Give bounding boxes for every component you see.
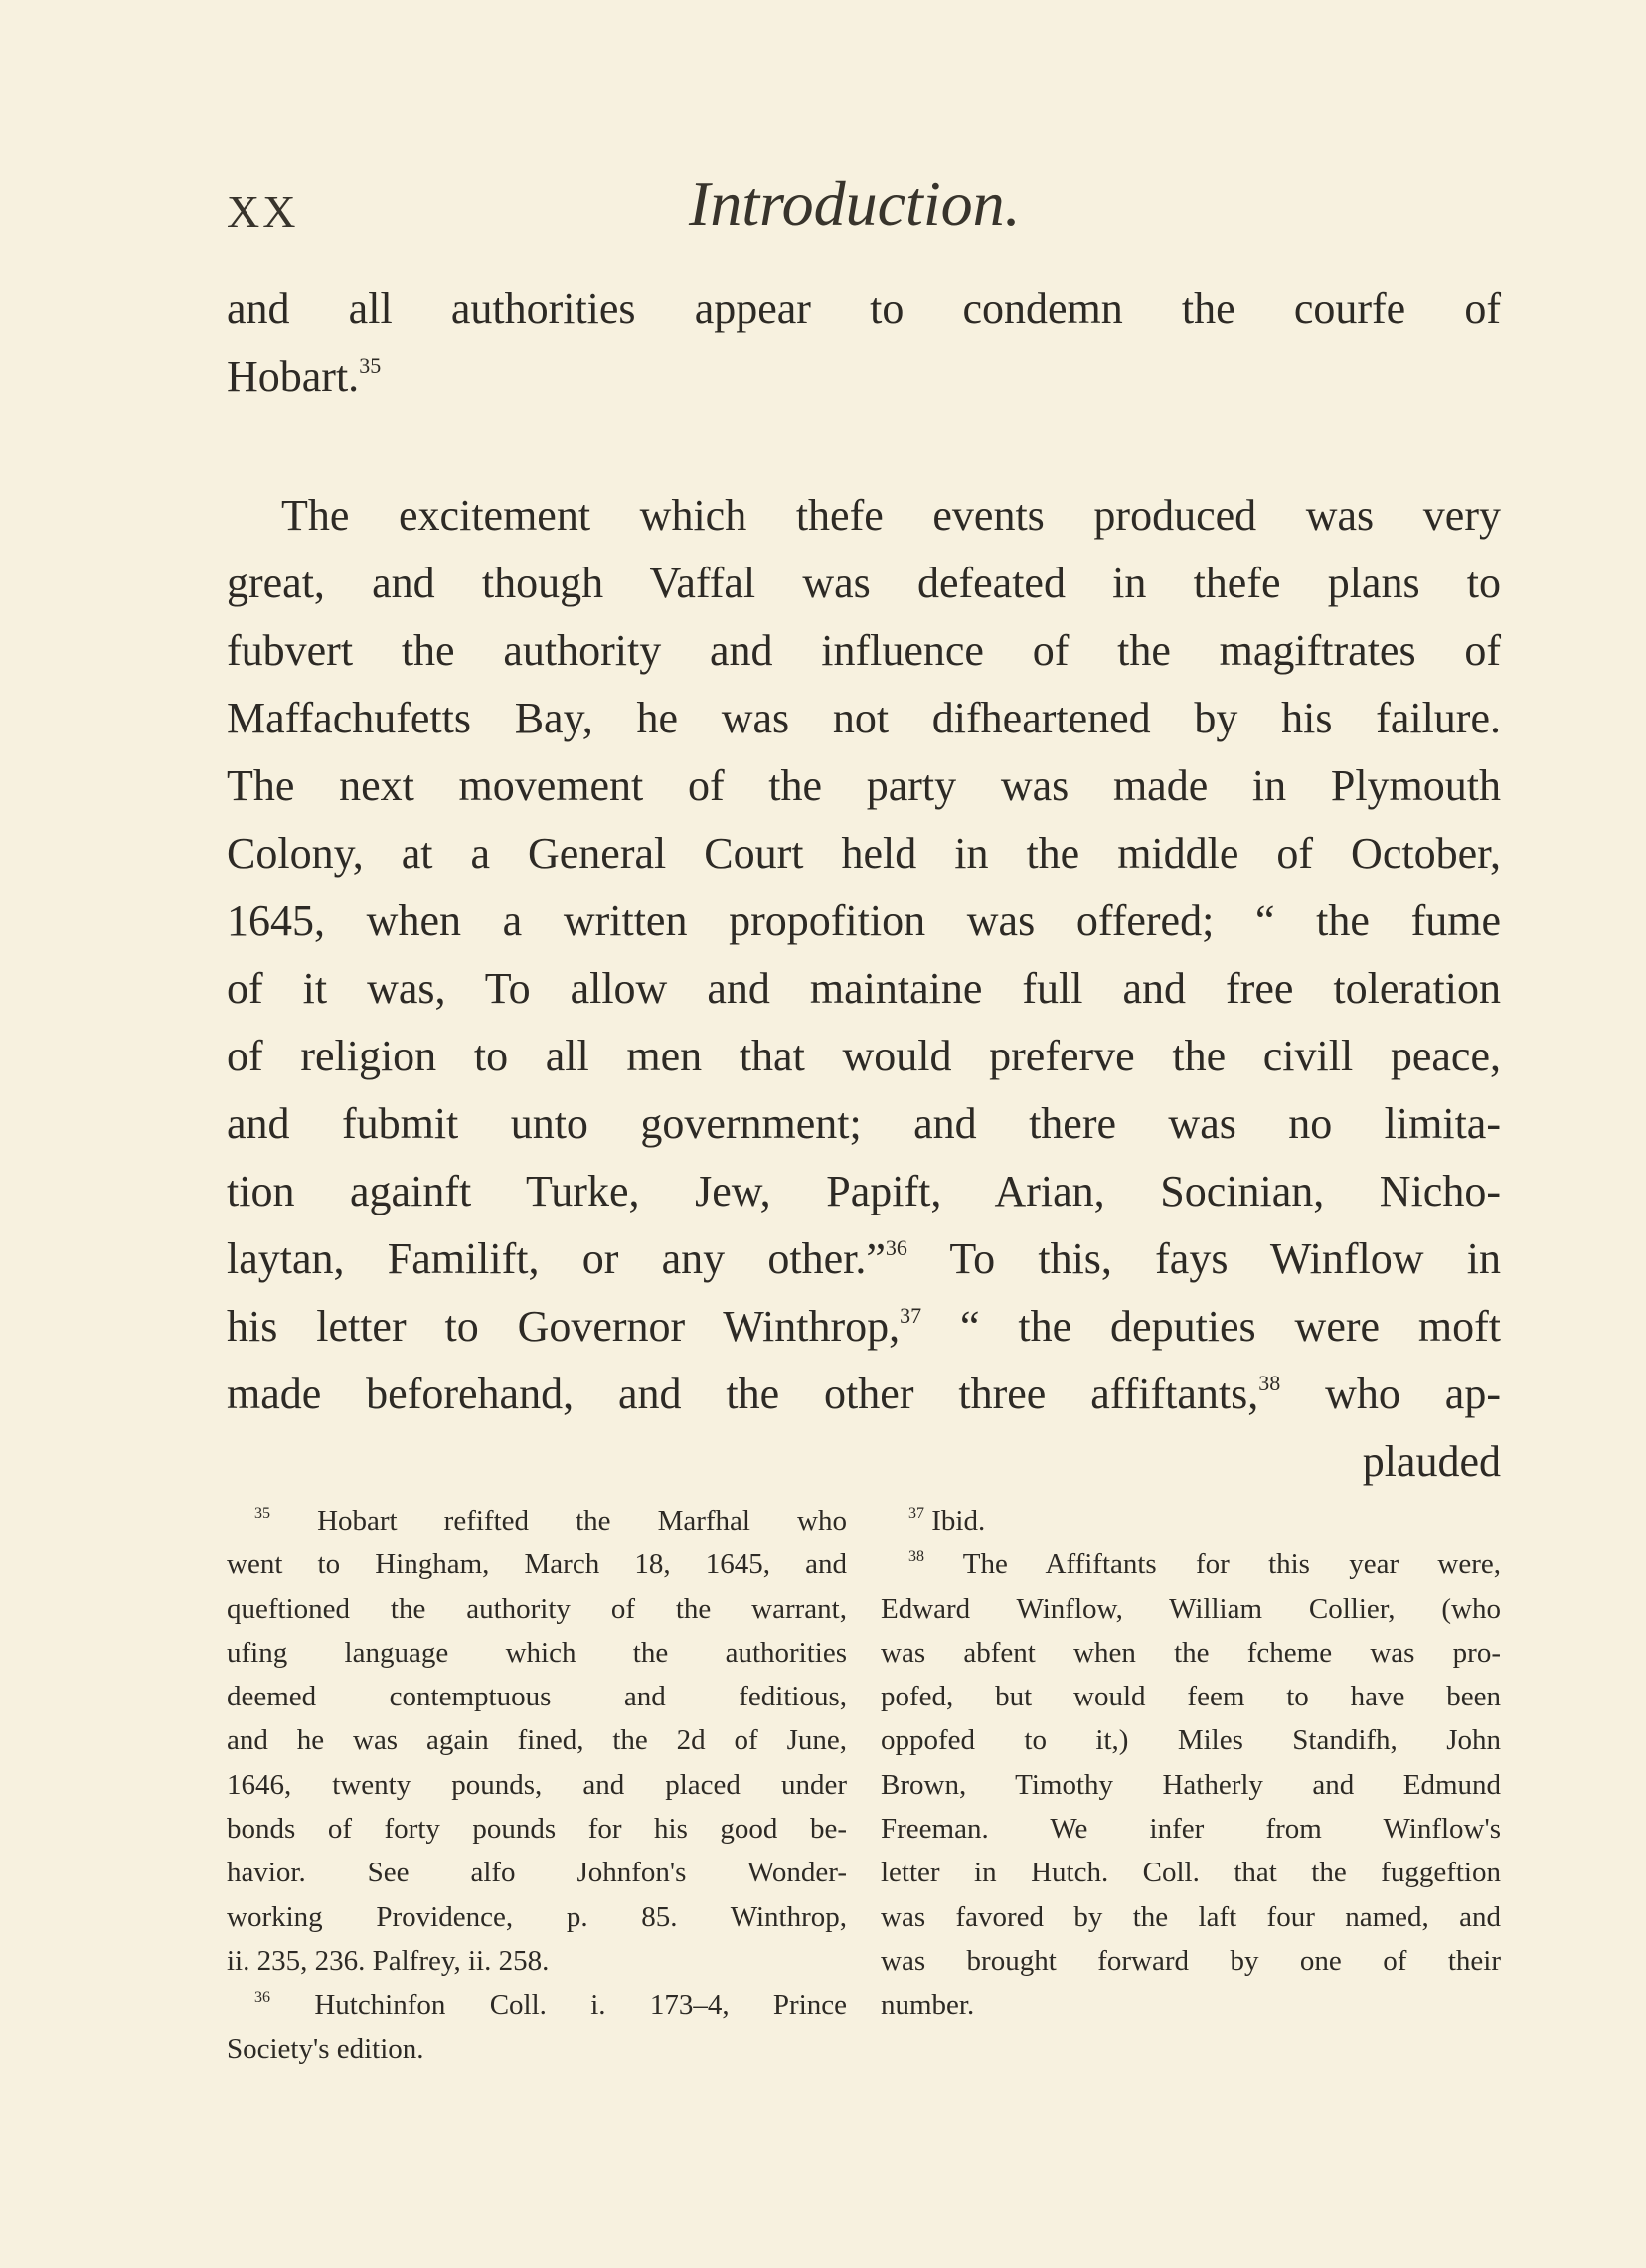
footnote-ref: 38 [1258,1371,1281,1395]
footnote-marker: 36 [254,1989,270,2007]
text-line: made beforehand, and the other three affiftants,$^{38}$ who ap- [227,1370,1501,1418]
footnote-line: was brought forward by one of their [881,1944,1501,1977]
paragraph-2 [227,482,1501,1496]
footnote-line: number. [881,1989,975,2022]
text-line: and fubmit unto government; and there was no limita- [227,1099,1501,1148]
footnote-line: $^{37}$ Ibid. [908,1505,986,1537]
footnote-line: was favored by the laft four named, and [881,1900,1501,1933]
running-title: Introduction. [689,168,1021,239]
footnote-line: letter in Hutch. Coll. that the fuggeftion [881,1857,1501,1889]
footnote-ref: 37 [900,1303,922,1328]
footnote-line: and he was again fined, the 2d of June, [227,1724,847,1757]
footnote-line: $^{38}$ The Affiftants for this year were, [908,1548,1501,1581]
text-line: The next movement of the party was made in Plymouth [227,761,1501,810]
footnote-ref: 36 [885,1235,907,1260]
footnotes-right-column [881,1499,1501,2027]
text-line: Maffachufetts Bay, he was not difheartened by his failure. [227,694,1501,742]
page-number: XX [227,186,299,237]
text-line: Hobart.$^{35}$ [227,352,382,401]
footnote-line: bonds of forty pounds for his good be- [227,1813,847,1846]
text-line: his letter to Governor Winthrop,$^{37}$ “ the deputies were moft [227,1302,1502,1351]
footnote-line: oppofed to it,) Miles Standifh, John [881,1724,1501,1757]
main-text [227,275,1501,1496]
paragraph-gap [227,410,1501,482]
catchword: plauded [1362,1437,1501,1486]
footnote-line: Brown, Timothy Hatherly and Edmund [881,1768,1501,1801]
footnote-line: was abfent when the fcheme was pro- [881,1636,1501,1669]
footnote-marker: 37 [908,1505,924,1522]
footnote-line: Society's edition. [227,2032,424,2065]
text-line: Colony, at a General Court held in the middle of October, [227,829,1501,878]
footnote-line: queftioned the authority of the warrant, [227,1592,847,1625]
footnote-line: Freeman. We infer from Winflow's [881,1813,1501,1846]
text-line: great, and though Vaffal was defeated in thefe plans to [227,559,1501,607]
footnote-ref: 35 [359,353,382,378]
text-line: fubvert the authority and influence of the magiftrates of [227,626,1501,675]
footnote-line: ii. 235, 236. Palfrey, ii. 258. [227,1944,550,1977]
footnote-line: deemed contemptuous and feditious, [227,1681,847,1713]
text-line: 1645, when a written propofition was offered; “ the fume [227,896,1501,945]
footnote-line: havior. See alfo Johnfon's Wonder- [227,1857,847,1889]
footnotes-left-column [227,1499,847,2071]
footnote-line: working Providence, p. 85. Winthrop, [227,1900,847,1933]
paragraph-1 [227,275,1501,410]
text-line: and all authorities appear to condemn the courfe of [227,284,1501,333]
footnote-line: pofed, but would feem to have been [881,1681,1501,1713]
footnote-marker: 38 [908,1548,924,1566]
footnote-line: $^{36}$ Hutchinfon Coll. i. 173–4, Prince [254,1989,847,2022]
footnote-line: ufing language which the authorities [227,1636,847,1669]
text-line: laytan, Familift, or any other.”$^{36}$ To this, fays Winflow in [227,1234,1501,1283]
footnote-line: 1646, twenty pounds, and placed under [227,1768,847,1801]
text-line: of it was, To allow and maintaine full and free toleration [227,964,1501,1013]
footnote-marker: 35 [254,1505,270,1522]
footnote-line: Edward Winflow, William Collier, (who [881,1592,1501,1625]
footnote-line: $^{35}$ Hobart refifted the Marfhal who [254,1505,847,1537]
footnote-line: went to Hingham, March 18, 1645, and [227,1548,847,1581]
text-line: of religion to all men that would preferve the civill peace, [227,1032,1501,1080]
text-line: The excitement which thefe events produced was very [281,491,1501,540]
text-line: tion againft Turke, Jew, Papift, Arian, Socinian, Nicho- [227,1167,1501,1215]
page-header [227,167,1501,256]
